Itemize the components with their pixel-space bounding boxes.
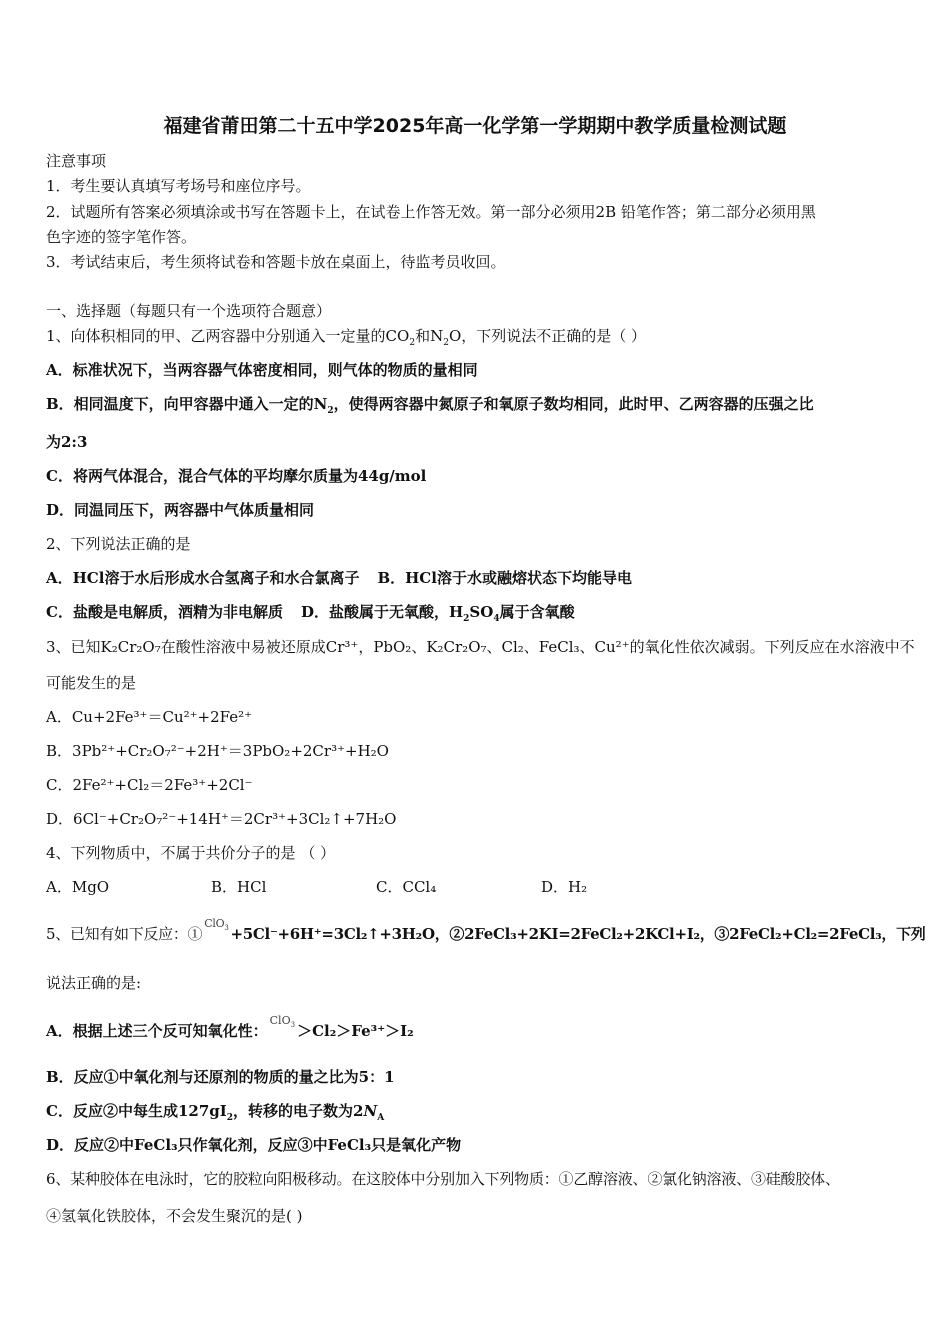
q5-option-c-part: ，转移的电子数为2 [233,1102,364,1120]
q5-option-a-pre: A．根据上述三个反可知氧化性： [46,1022,268,1040]
notice-item-2-cont: 色字迹的签字笔作答。 [46,228,197,246]
q5-stem-pre: 5、已知有如下反应：① [46,925,203,943]
q1-option-b-sub: 2 [327,406,334,416]
q5-option-b: B．反应①中氧化剂与还原剂的物质的量之比为5：1 [46,1068,395,1086]
q2-option-c: C．盐酸是电解质，酒精为非电解质 [46,603,283,621]
q5-option-c [46,1101,384,1121]
chlorate-formula-sub: 3 [224,924,229,933]
chlorate-formula [204,914,228,934]
q1-stem-sub: 2 [443,338,449,348]
chlorate-formula-text: ClO [204,917,225,930]
notice-item-1: 1．考生要认真填写考场号和座位序号。 [46,177,311,195]
q4-option-b: B．HCl [211,878,267,896]
notice-item-3: 3．考试结束后，考生须将试卷和答题卡放在桌面上，待监考员收回。 [46,253,506,271]
q2-option-d-sub: 2 [463,614,470,624]
q3-stem-cont: 可能发生的是 [46,674,137,692]
q5-stem-post: +5Cl⁻+6H⁺=3Cl₂↑+3H₂O，②2FeCl₃+2KI=2FeCl₂+2KCl+I₂，③2FeCl₂+Cl₂=2FeCl₃，下列 [230,925,926,943]
q2-option-a: A．HCl溶于水后形成水合氢离子和水合氯离子 [46,569,360,587]
q2-option-d [300,603,575,624]
q5-option-c-part: C．反应②中每生成127gI [46,1102,227,1120]
notice-item-2: 2．试题所有答案必须填涂或书写在答题卡上，在试卷上作答无效。第一部分必须用2B 铅笔作答；第二部分必须用黑 [46,203,816,221]
q5-option-a-post: ＞Cl₂＞Fe³⁺＞I₂ [297,1022,414,1040]
q1-stem [46,326,646,346]
q5-stem [46,917,926,946]
q3-option-d: D．6Cl⁻+Cr₂O₇²⁻+14H⁺＝2Cr³⁺+3Cl₂↑+7H₂O [46,810,397,828]
q1-option-c: C．将两气体混合，混合气体的平均摩尔质量为44g/mol [46,467,427,485]
q4-option-d: D．H₂ [541,878,588,896]
q4-option-a: A．MgO [46,878,110,896]
q5-option-d: D．反应②中FeCl₃只作氧化剂，反应③中FeCl₃只是氧化产物 [46,1136,462,1154]
q4-option-c: C．CCl₄ [376,878,437,896]
q3-stem: 3、已知K₂Cr₂O₇在酸性溶液中易被还原成Cr³⁺，PbO₂、K₂Cr₂O₇、Cl₂、FeCl₃、Cu²⁺的氧化性依次减弱。下列反应在水溶液中不 [46,638,915,656]
section-heading: 一、选择题（每题只有一个选项符合题意） [46,302,332,320]
q1-option-b [46,394,814,414]
q1-option-d: D．同温同压下，两容器中气体质量相同 [46,501,315,519]
chlorate-formula-sub: 3 [290,1021,296,1030]
q2-stem: 2、下列说法正确的是 [46,535,191,553]
chlorate-formula-text: ClO [269,1014,291,1027]
q1-option-b-cont: 为2:3 [46,433,88,451]
q3-option-b: B．3Pb²⁺+Cr₂O₇²⁻+2H⁺＝3PbO₂+2Cr³⁺+H₂O [46,742,389,760]
q1-stem-sub: 2 [409,338,416,348]
q2-options-cd [46,602,575,622]
avogadro-symbol-sub: A [377,1113,385,1123]
q2-options-ab [46,568,632,588]
q2-option-d-sub: 4 [493,614,500,624]
chlorate-formula [270,1011,295,1031]
q5-option-c-sub: 2 [226,1113,234,1123]
q4-options [46,877,587,897]
q6-stem-cont: ④氢氧化铁胶体，不会发生聚沉的是( ) [46,1207,303,1225]
q1-option-a: A．标准状况下，当两容器气体密度相同，则气体的物质的量相同 [46,361,478,379]
q2-option-d-part: 属于含氧酸 [499,603,575,621]
notice-heading: 注意事项 [46,152,107,170]
q3-option-a: A．Cu+2Fe³⁺＝Cu²⁺+2Fe²⁺ [46,708,253,726]
q1-stem-part: 和N [415,327,444,345]
page-title: 福建省莆田第二十五中学2025年高一化学第一学期期中教学质量检测试题 [163,115,787,137]
q1-option-b-part: B．相同温度下，向甲容器中通入一定的N [46,395,328,413]
q1-stem-part: 1、向体积相同的甲、乙两容器中分别通入一定量的CO [46,327,410,345]
q2-option-b: B．HCl溶于水或融熔状态下均能导电 [377,569,632,587]
q6-stem: 6、某种胶体在电泳时，它的胶粒向阳极移动。在这胶体中分别加入下列物质：①乙醇溶液、②氯化钠溶液、③硅酸胶体、 [46,1170,840,1188]
q1-option-b-part: ，使得两容器中氮原子和氧原子数均相同，此时甲、乙两容器的压强之比 [333,395,814,413]
q1-stem-part: O，下列说法不正确的是（ ） [448,327,647,345]
q4-stem: 4、下列物质中，不属于共价分子的是 （ ） [46,844,336,862]
q5-stem-cont: 说法正确的是: [46,974,142,992]
q3-option-c: C．2Fe²⁺+Cl₂＝2Fe³⁺+2Cl⁻ [46,776,253,794]
avogadro-symbol: N [363,1102,378,1120]
q2-option-d-part: SO [469,603,494,621]
q5-option-a [46,1014,414,1043]
q2-option-d-part: D．盐酸属于无氧酸，H [300,603,464,621]
